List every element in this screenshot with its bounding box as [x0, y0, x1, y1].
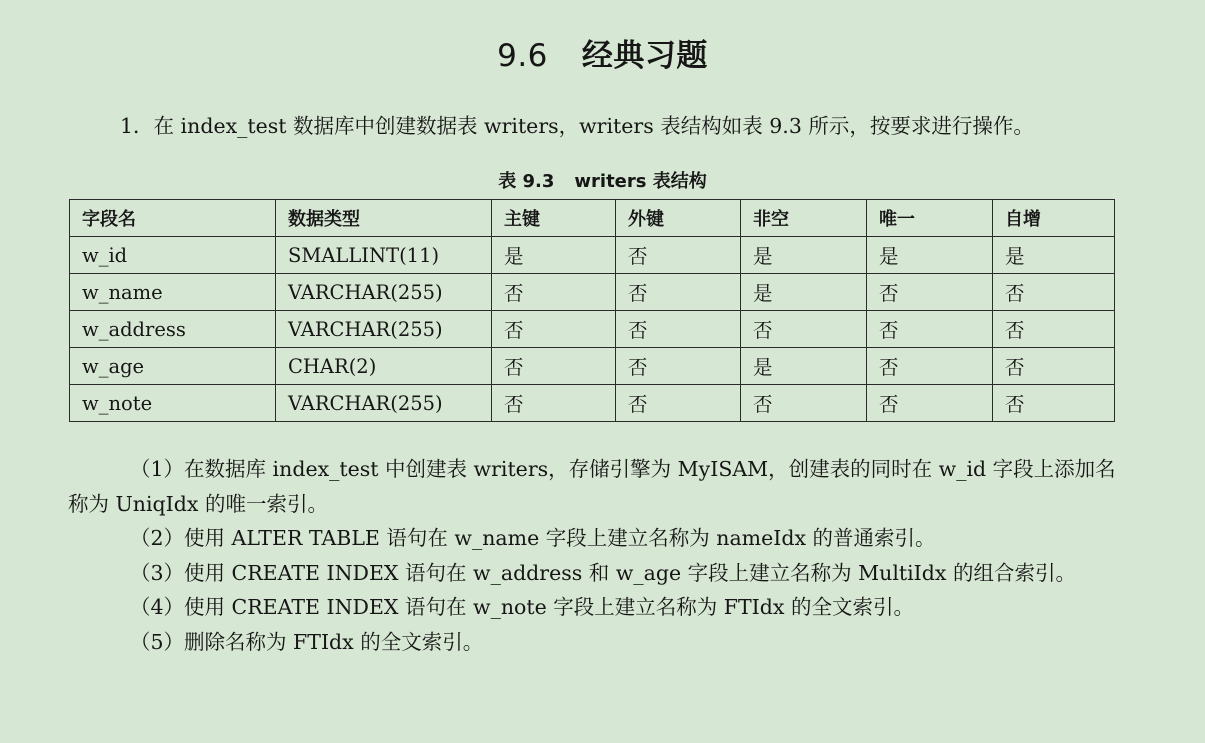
cell-field-name: w_note: [70, 385, 276, 422]
cell-data-type: SMALLINT(11): [276, 237, 492, 274]
cell-not-null: 否: [741, 385, 867, 422]
cell-field-name: w_address: [70, 311, 276, 348]
task-item: （5）删除名称为 FTIdx 的全文索引。: [130, 629, 484, 654]
header-not-null: 非空: [741, 200, 867, 237]
cell-auto-increment: 否: [993, 311, 1115, 348]
cell-auto-increment: 否: [993, 348, 1115, 385]
cell-primary-key: 否: [492, 385, 616, 422]
cell-foreign-key: 否: [616, 274, 741, 311]
table-row: [70, 311, 1115, 348]
cell-primary-key: 否: [492, 348, 616, 385]
task-item: （3）使用 CREATE INDEX 语句在 w_address 和 w_age 字段上建立名称为 MultiIdx 的组合索引。: [130, 560, 1076, 585]
cell-data-type: VARCHAR(255): [276, 274, 492, 311]
section-heading: [0, 30, 1205, 75]
section-number: 9.6: [497, 38, 548, 74]
cell-unique: 否: [867, 385, 993, 422]
section-title: 经典习题: [581, 38, 708, 74]
cell-foreign-key: 否: [616, 311, 741, 348]
header-unique: 唯一: [867, 200, 993, 237]
cell-not-null: 是: [741, 348, 867, 385]
header-foreign-key: 外键: [616, 200, 741, 237]
cell-foreign-key: 否: [616, 237, 741, 274]
cell-unique: 否: [867, 311, 993, 348]
cell-not-null: 否: [741, 311, 867, 348]
table-row: [70, 274, 1115, 311]
table-caption: [0, 167, 1205, 193]
header-auto-increment: 自增: [993, 200, 1115, 237]
cell-primary-key: 否: [492, 311, 616, 348]
header-primary-key: 主键: [492, 200, 616, 237]
task-item: （1）在数据库 index_test 中创建表 writers，存储引擎为 MyISAM，创建表的同时在 w_id 字段上添加名称为 UniqIdx 的唯一索引。: [68, 457, 1116, 516]
table-caption-label: 表 9.3: [498, 171, 555, 192]
cell-primary-key: 是: [492, 237, 616, 274]
cell-data-type: VARCHAR(255): [276, 311, 492, 348]
cell-field-name: w_name: [70, 274, 276, 311]
cell-unique: 否: [867, 348, 993, 385]
cell-unique: 否: [867, 274, 993, 311]
task-item: （4）使用 CREATE INDEX 语句在 w_note 字段上建立名称为 FTIdx 的全文索引。: [130, 595, 914, 619]
exercise-intro: 1．在 index_test 数据库中创建数据表 writers，writers 表结构如表 9.3 所示，按要求进行操作。: [120, 114, 1034, 138]
table-row: [70, 237, 1115, 274]
cell-foreign-key: 否: [616, 348, 741, 385]
table-header-row: [70, 200, 1115, 237]
cell-data-type: CHAR(2): [276, 348, 492, 385]
cell-auto-increment: 否: [993, 274, 1115, 311]
header-field-name: 字段名: [70, 200, 276, 237]
table-caption-title: writers 表结构: [574, 171, 707, 192]
cell-not-null: 是: [741, 274, 867, 311]
cell-field-name: w_id: [70, 237, 276, 274]
cell-field-name: w_age: [70, 348, 276, 385]
cell-auto-increment: 是: [993, 237, 1115, 274]
cell-foreign-key: 否: [616, 385, 741, 422]
cell-primary-key: 否: [492, 274, 616, 311]
cell-unique: 是: [867, 237, 993, 274]
cell-data-type: VARCHAR(255): [276, 385, 492, 422]
table-row: [70, 348, 1115, 385]
header-data-type: 数据类型: [276, 200, 492, 237]
task-list: [68, 452, 1128, 659]
cell-auto-increment: 否: [993, 385, 1115, 422]
cell-not-null: 是: [741, 237, 867, 274]
task-item: （2）使用 ALTER TABLE 语句在 w_name 字段上建立名称为 nameIdx 的普通索引。: [130, 526, 936, 550]
writers-structure-table: [69, 199, 1115, 422]
table-row: [70, 385, 1115, 422]
